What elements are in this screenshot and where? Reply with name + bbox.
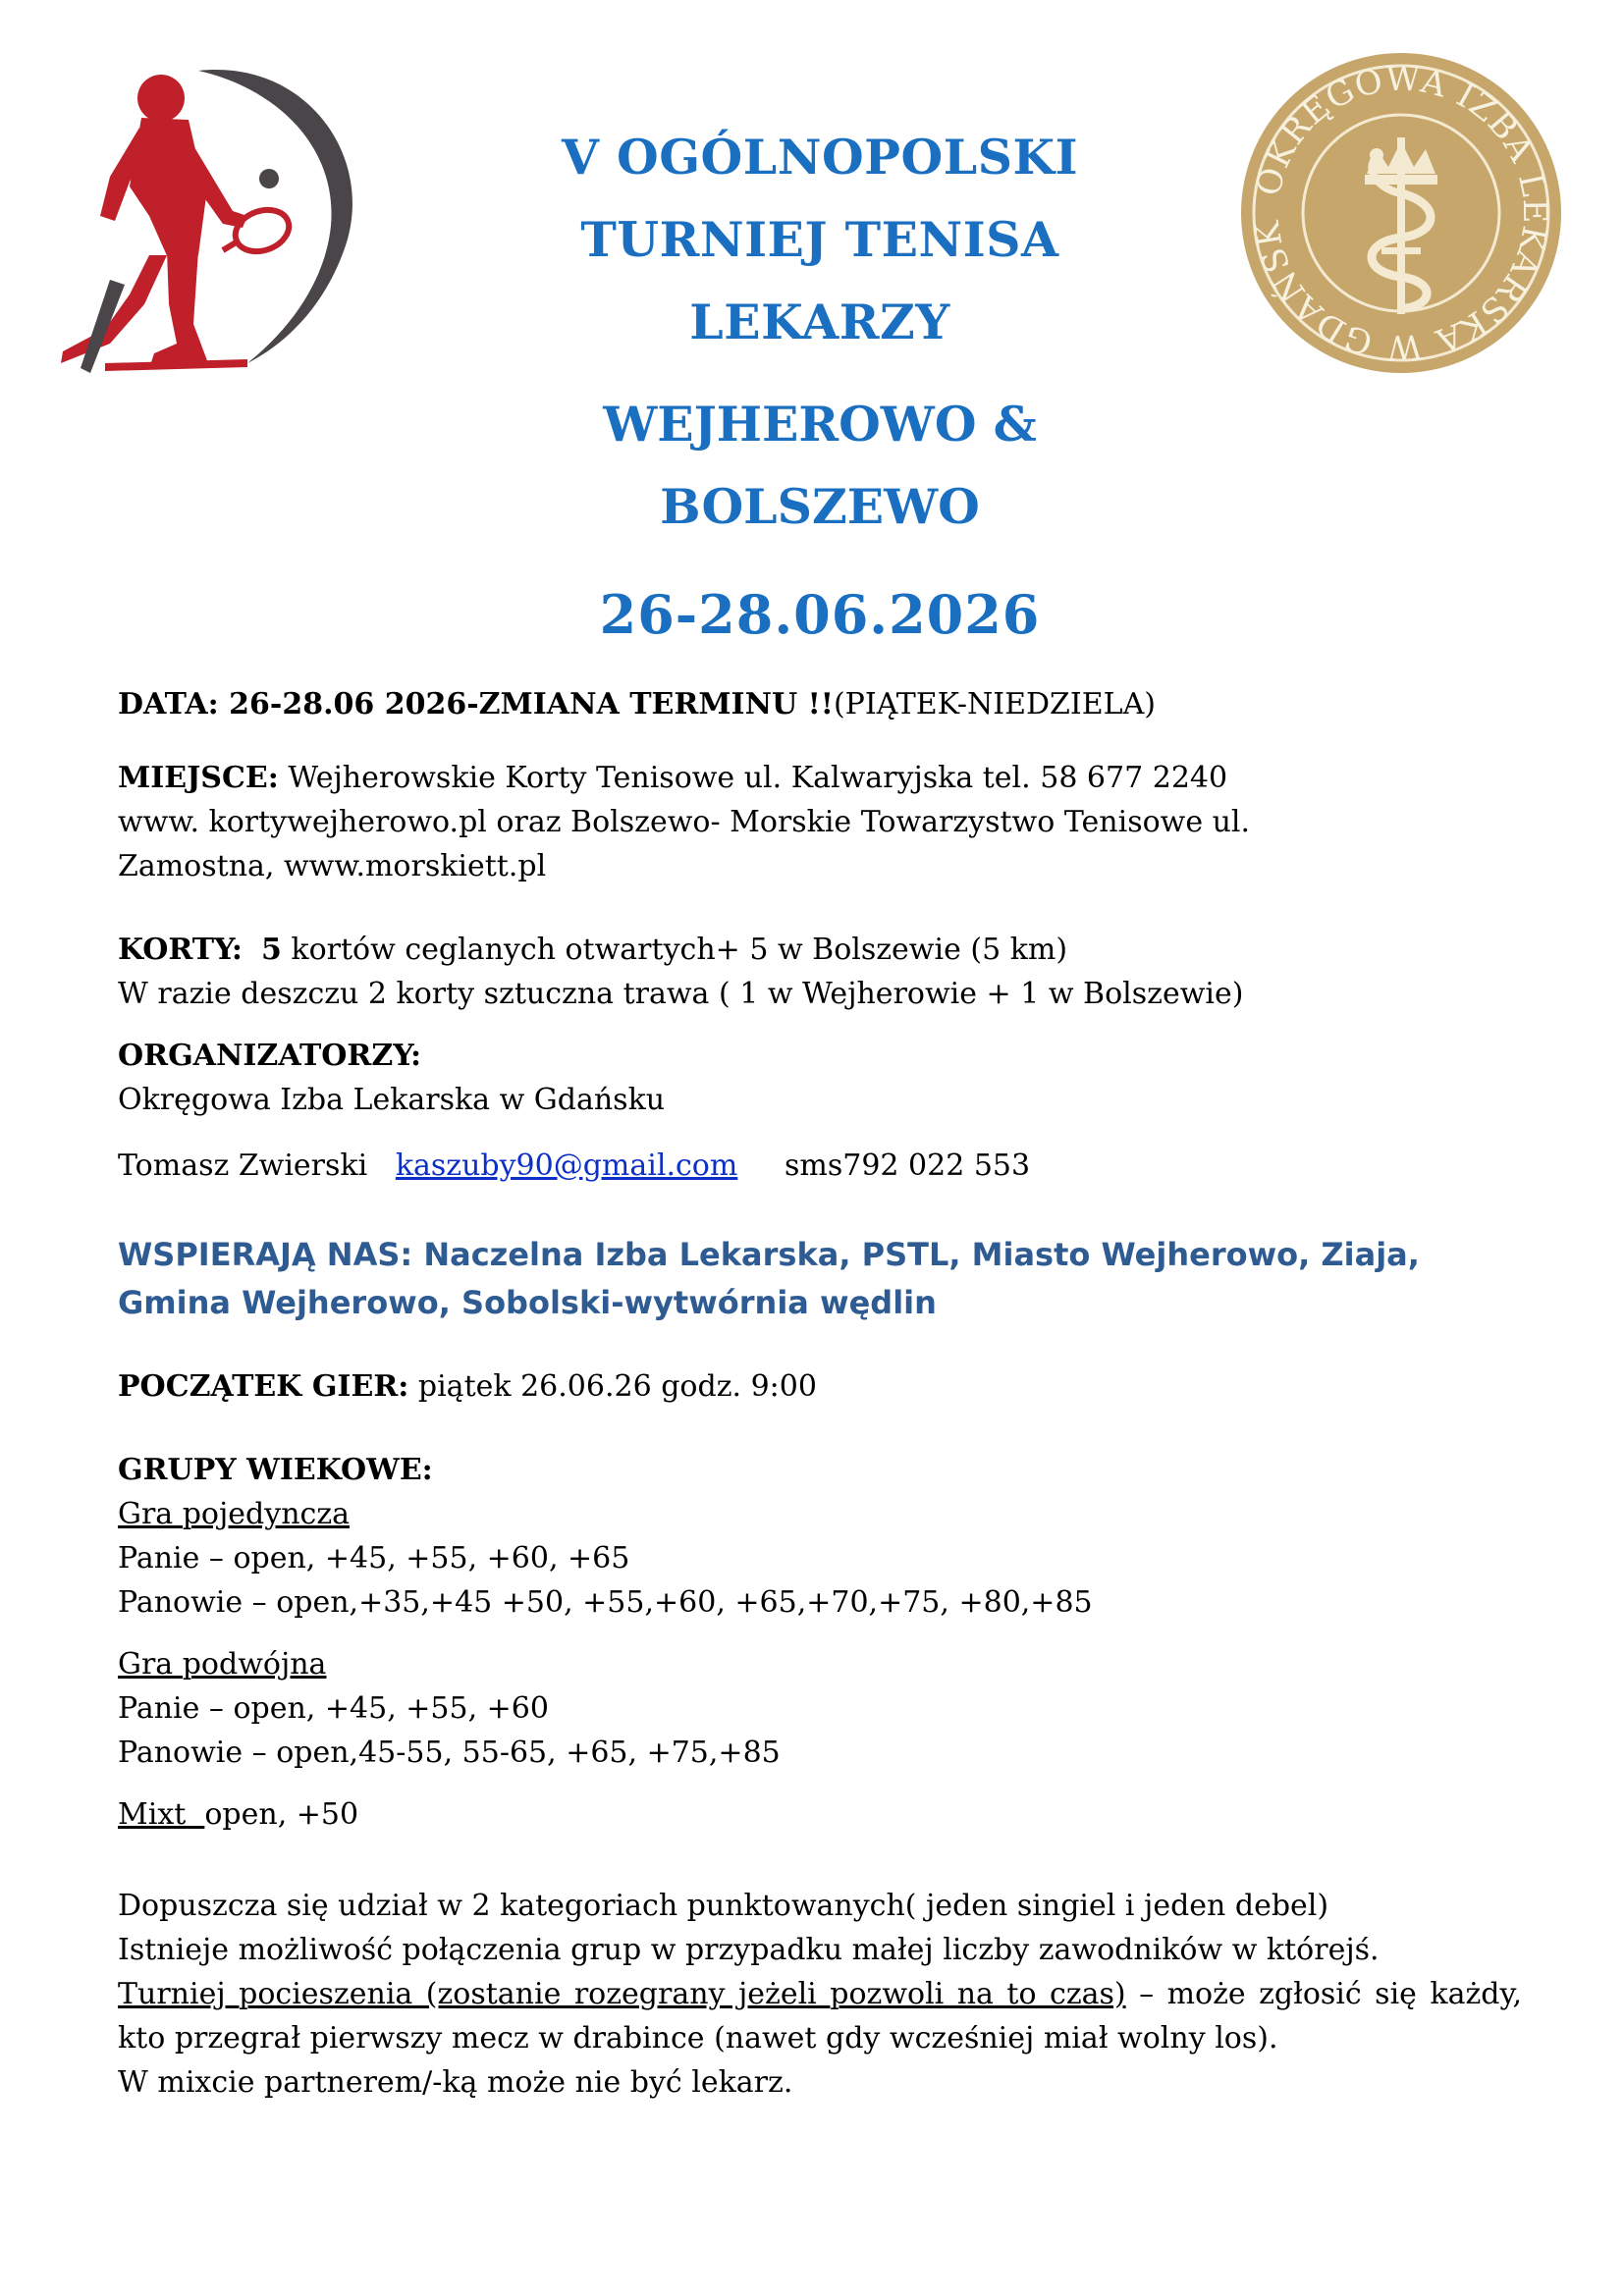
email-link[interactable]: kaszuby90@gmail.com — [395, 1148, 738, 1183]
event-dates: 26-28.06.2026 — [599, 583, 1041, 646]
place-section: MIEJSCE: Wejherowskie Korty Tenisowe ul. Kalwaryjska tel. 58 677 2240 www. kortywejherowo.pl oraz Bolszewo- Morskie Towarzystwo Tenisowe ul. Zamostna, www.morskiett.pl — [118, 761, 1251, 883]
title-line-1: V OGÓLNOPOLSKI — [561, 129, 1079, 186]
start-line: POCZĄTEK GIER: piątek 26.06.26 godz. 9:00 — [118, 1369, 817, 1404]
title-block — [432, 116, 1208, 656]
singles-title: Gra pojedyncza — [118, 1497, 351, 1531]
title-line-2: TURNIEJ TENISA — [580, 211, 1059, 268]
location-line-2: BOLSZEWO — [660, 478, 980, 535]
courts-section: KORTY: 5 kortów ceglanych otwartych+ 5 w Bolszewie (5 km) W razie deszczu 2 korty sztuczna trawa ( 1 w Wejherowie + 1 w Bolszewie) — [118, 933, 1244, 1011]
mixed-section: Mixt open, +50 — [118, 1797, 359, 1832]
sponsors-section: WSPIERAJĄ NAS: Naczelna Izba Lekarska, PSTL, Miasto Wejherowo, Ziaja, Gmina Wejherowo, Sobolski-wytwórnia wędlin — [118, 1236, 1420, 1321]
title-line-3: LEKARZY — [689, 294, 950, 350]
organizers-section: ORGANIZATORZY: Okręgowa Izba Lekarska w Gdańsku — [118, 1039, 666, 1117]
location-line-1: WEJHEROWO & — [603, 396, 1037, 453]
doubles-section: Gra podwójna Panie – open, +45, +55, +60 Panowie – open,45-55, 55-65, +65, +75,+85 — [118, 1647, 781, 1770]
document-body — [118, 682, 1522, 2105]
contact-line: Tomasz Zwierski kaszuby90@gmail.com sms792 022 553 — [118, 1148, 1031, 1183]
age-groups-section: GRUPY WIEKOWE: Gra pojedyncza Panie – open, +45, +55, +60, +65 Panowie – open,+35,+45 +50, +55,+60, +65,+70,+75, +80,+85 — [118, 1453, 1093, 1620]
svg-text:OKRĘGOWA IZBA LEKARSKA W GDAŃS: OKRĘGOWA IZBA LEKARSKA W GDAŃSK — [1247, 59, 1555, 367]
doubles-title: Gra podwójna — [118, 1647, 327, 1682]
date-line: DATA: 26-28.06 2026-ZMIANA TERMINU !!(PIĄTEK-NIEDZIELA) — [118, 687, 1156, 721]
tennis-player-logo — [51, 49, 385, 402]
notes-section: Dopuszcza się udział w 2 kategoriach punktowanych( jeden singiel i jeden debel) Istnieje możliwość połączenia grup w przypadku małej liczby zawodników w którejś. Turniej pocieszenia (zostanie rozegrany jeżeli pozwoli na to czas) – może zgłosić się każdy, kto przegrał pierwszy mecz w drabince (nawet gdy wcześniej miał wolny los). W mixcie partnerem/-ką może nie być lekarz. — [118, 1889, 1522, 2100]
mixed-title: Mixt — [118, 1797, 205, 1832]
medical-chamber-seal-logo — [1239, 51, 1563, 375]
